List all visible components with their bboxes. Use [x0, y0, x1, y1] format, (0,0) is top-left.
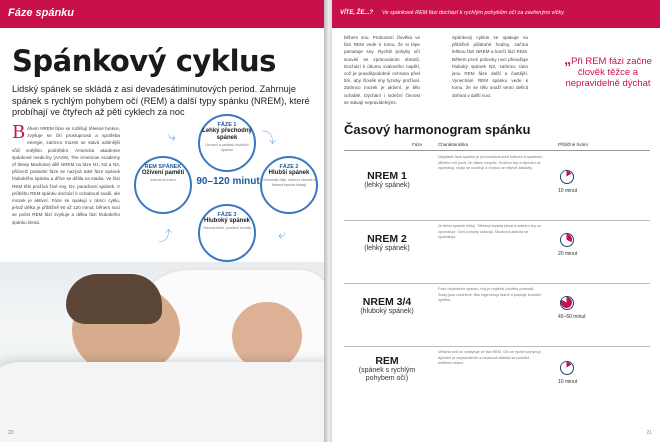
sleep-cycle-diagram: [128, 114, 324, 264]
table-title: Časový harmonogram spánku: [344, 122, 531, 137]
section-label: Fáze spánku: [8, 7, 75, 19]
sleeping-man-photo: [0, 262, 328, 442]
fact-text: Ve spánkové REM fázi dochází k rychlým pohybům očí za zavřenými víčky: [382, 10, 564, 16]
rem-bubble: [134, 156, 192, 214]
phase-name: Hlubší spánek: [268, 170, 310, 176]
col-header-duration: Přibližné trvání: [558, 142, 588, 147]
clock-icon: [560, 233, 574, 247]
cycle-duration-label: 90–120 minut: [196, 176, 260, 187]
right-page: [332, 0, 660, 442]
table-row: [344, 347, 650, 423]
fact-header: [332, 0, 660, 28]
phase-sub: (lehký spánek): [364, 182, 410, 189]
arrow-icon: ⤴: [158, 228, 172, 244]
phase-tag: REM SPÁNEK: [144, 164, 182, 170]
arrow-icon: ⤵: [262, 130, 276, 146]
desc-cell: Nejslabší fáze spánku je přechodová mezi bděním a spánkem. Můžete mít pocit, že vůbec nespíte. Srdeční tep a dýchání se zpomalují, svaly se uvolňují a mohou se objevit záškuby.: [438, 155, 544, 171]
left-page: [0, 0, 328, 442]
phase-name: Hluboký spánek: [203, 218, 250, 224]
desc-cell: Většina snů se vyskytuje ve fázi REM. Oči se rychle pohybují, dýchání je nepravidelné a mozková aktivita se podobá bdělému stavu.: [438, 350, 542, 366]
desc-cell: Je třeba spánek lehký. Tělesná teplota klesá a srdeční tep se zpomaluje. Oční pohyby ustávají. Mozková aktivita se zpomaluje.: [438, 224, 541, 240]
table-row: [344, 284, 650, 347]
clock-icon: [560, 296, 574, 310]
phase-name: Lehký přechodný spánek: [202, 128, 252, 141]
phase-desc: Intenzivní snění: [150, 178, 176, 182]
duration-label: 45–60 minut: [558, 314, 586, 320]
table-row: [344, 152, 650, 221]
duration-label: 10 minut: [558, 379, 578, 385]
pull-quote: [560, 51, 656, 89]
desc-cell: Fáze hlubokého spánku, kdy je nejtěžší člověka probudit. Svaly jsou uvolněné, tělo regeneruje tkáně a posiluje imunitní systém.: [438, 287, 542, 303]
phase-name: REM: [375, 355, 399, 367]
phase-name: NREM 1: [367, 170, 407, 182]
phase-cell: [344, 233, 430, 253]
body-text: [12, 122, 120, 226]
blanket-shape: [0, 362, 328, 442]
phase-2-bubble: [260, 156, 318, 214]
arrow-icon: ⤶: [278, 226, 286, 242]
drop-cap: B: [12, 122, 26, 143]
arrow-icon: ⤷: [168, 128, 176, 144]
phase-desc: Usínání a začátek hlubšího spánku: [205, 143, 249, 152]
phase-sub: (hluboký spánek): [360, 308, 414, 315]
lead-paragraph: Lidský spánek se skládá z asi devadesátiminutových period. Zahrnuje spánek s rychlým pohybem očí (REM) a další typy spánku (NREM), které probíhají ve čtyřech až pěti cyklech za noc: [12, 84, 310, 117]
phase-tag: FÁZE 3: [217, 212, 237, 218]
phase-tag: FÁZE 2: [279, 164, 299, 170]
hand-shape: [232, 302, 302, 370]
duration-label: 10 minut: [558, 188, 578, 194]
page-title: Spánkový cyklus: [12, 44, 276, 78]
phase-sub: (spánek s rychlým pohybem očí): [358, 367, 416, 382]
phase-tag: FÁZE 1: [217, 122, 237, 128]
phase-1-bubble: [198, 114, 256, 172]
phase-desc: Chemické děje, srdeční činnost a tělesná teplota klesají: [262, 178, 316, 187]
phase-cell: [344, 296, 430, 316]
quote-mark-icon: „: [564, 51, 572, 67]
phase-name: Oživení paměti: [141, 170, 185, 176]
col-header-characteristic: Charakteristika: [438, 142, 469, 147]
table-row: [344, 221, 650, 284]
text-column-1: během snu. Probuzení člověka ve fázi REM vede k tomu, že si lépe pamatuje sny. Rychlé pohyby očí souvisí se zpracováním obrazů. Dochází k útlumu svalového napětí, což je pravděpodobně ochrana před tím, aby člověk sny fyzicky prožíval. Zatímco mozek je aktivní, je tělo ochablé. Dýchání i srdeční činnost se stávají nepravidelnými.: [344, 35, 420, 105]
phase-3-bubble: [198, 204, 256, 262]
body-paragraph: ěhem NREM fáze se rozlišují tělesné funkce, zvyšuje se čití prostupnosti a spotřeba energie, zatímco mozek se stává odolnější vůči vnějším podnětům. Americká akademie spánkové medicíny (AASM, The American Academy of Sleep Medicine) dělí NREM na fáze N1, N2 a N3, přičemž poslední fáze se nazývá také fáze spánek hlubokého spánku a dříve se dělila na stadia. Ve fázi REM tělo prožívá živé sny, tzv. paradoxní spánek. V průběhu REM spánku dochází k ochabnutí svalů, ale mozek je aktivní. Fáze se opakují v rámci cyklu, jehož délka je přibližně 90 až 120 minut; během noci se počet REM fází zvyšuje a délka fází hlubokého spánku klesá.: [12, 126, 120, 225]
phase-name: NREM 3/4: [362, 296, 412, 308]
phase-sub: (lehký spánek): [364, 245, 410, 252]
phase-desc: Obnova tkání, posílení imunity: [202, 226, 252, 230]
clock-icon: [560, 361, 574, 375]
page-number: 20: [8, 430, 14, 436]
page-number: 21: [646, 430, 652, 436]
col-header-phase: Fáze: [412, 142, 423, 147]
table-header: [344, 140, 650, 151]
phase-cell: [344, 170, 430, 190]
fact-tag: VÍTE, ŽE...?: [340, 10, 374, 16]
text-column-2: Spánkový cyklus se opakuje na přibližně půldruhé hodiny, začíná lehkou fází NREM a končí fází REM. Během první poloviny noci převažuje hluboký spánek N3, zatímco ráno jsou REM fáze delší a častější. Vynechání REM spánku vede k tomu, že se tělo snaží tento deficit dohnat v další noci.: [452, 35, 528, 98]
duration-label: 20 minut: [558, 251, 578, 257]
section-header: [0, 0, 328, 28]
clock-icon: [560, 170, 574, 184]
phase-name: NREM 2: [367, 233, 407, 245]
phase-cell: [344, 355, 430, 383]
pull-quote-text: Při REM fázi začne člověk těžce a nepravidelně dýchat: [565, 56, 652, 89]
hair-shape: [66, 274, 162, 324]
